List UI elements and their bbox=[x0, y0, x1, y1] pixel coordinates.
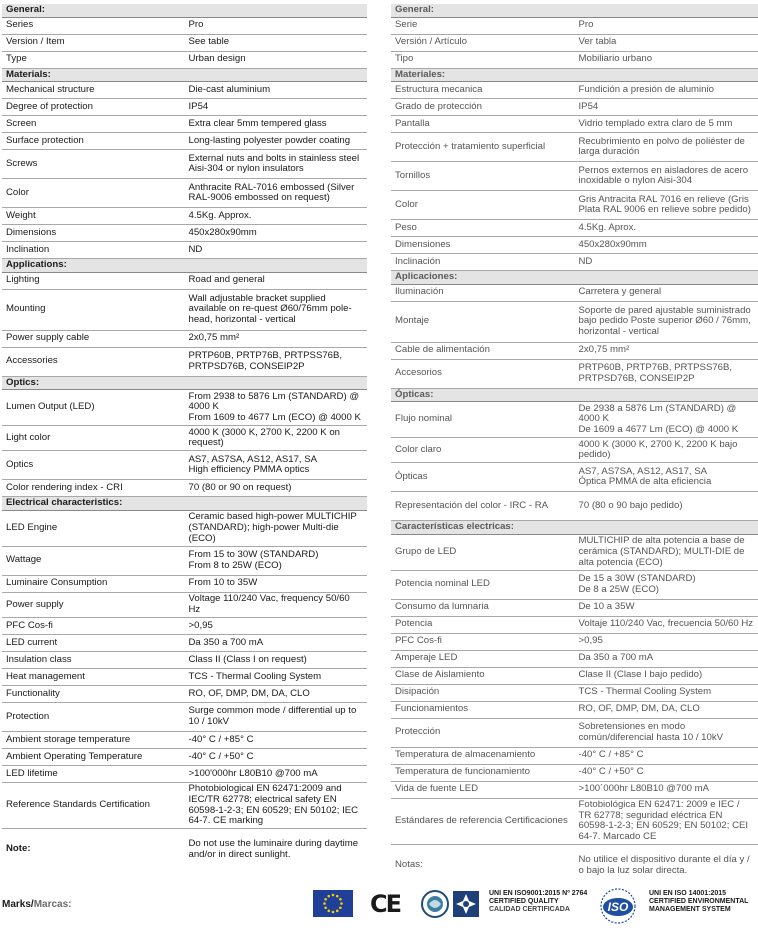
spec-label: LED lifetime bbox=[2, 765, 185, 782]
marks-label-en: Marks/ bbox=[2, 899, 34, 910]
spec-label: Color claro bbox=[391, 438, 575, 463]
spec-row bbox=[391, 402, 758, 438]
spec-value: >100'000hr L80B10 @700 mA bbox=[185, 765, 368, 782]
spec-label: Temperatura de almacenamiento bbox=[391, 747, 575, 764]
spec-label: Accessories bbox=[2, 347, 185, 376]
spec-row bbox=[391, 633, 758, 650]
spec-table bbox=[2, 4, 367, 870]
quality-certification-text bbox=[489, 890, 587, 915]
spec-label: Inclinación bbox=[391, 254, 575, 271]
spec-row bbox=[2, 651, 367, 668]
spec-value: Pro bbox=[575, 17, 758, 34]
iso-logo-icon bbox=[598, 887, 638, 925]
iqnet-certification-icon bbox=[420, 888, 480, 920]
spec-row bbox=[391, 764, 758, 781]
spec-value: See table bbox=[185, 34, 368, 51]
section-header bbox=[391, 521, 758, 535]
spec-label: Iluminación bbox=[391, 284, 575, 301]
spec-row bbox=[2, 150, 367, 179]
spec-value: Long-lasting polyester powder coating bbox=[185, 133, 368, 150]
marks-label-es: Marcas: bbox=[33, 899, 72, 910]
section-title: Applications: bbox=[2, 259, 367, 273]
spec-value: 450x280x90mm bbox=[185, 225, 368, 242]
spec-value: Carretera y general bbox=[575, 284, 758, 301]
eu-star-icon bbox=[340, 902, 343, 905]
spec-row bbox=[391, 17, 758, 34]
spec-row bbox=[391, 534, 758, 570]
spec-value: Photobiological EN 62471:2009 and IEC/TR 62778; electrical safety EN 60598-1-2-3; EN 60529; EN 50102; IEC 64-7. CE marking bbox=[185, 782, 368, 828]
spec-value: Da 350 a 700 mA bbox=[185, 634, 368, 651]
spec-row bbox=[391, 51, 758, 68]
spec-row bbox=[2, 782, 367, 828]
spec-value: >100´000hr L80B10 @700 mA bbox=[575, 781, 758, 798]
spec-label: PFC Cos-fi bbox=[391, 633, 575, 650]
spec-value: RO, OF, DMP, DM, DA, CLO bbox=[185, 685, 368, 702]
spec-row bbox=[391, 701, 758, 718]
section-header bbox=[391, 4, 758, 17]
spec-row bbox=[2, 546, 367, 575]
spec-value: 70 (80 o 90 bajo pedido) bbox=[575, 492, 758, 521]
spec-row bbox=[2, 179, 367, 208]
spec-row bbox=[391, 342, 758, 359]
spec-label: Estructura mecanica bbox=[391, 82, 575, 99]
spec-label: Dimensiones bbox=[391, 237, 575, 254]
section-title: General: bbox=[391, 4, 758, 17]
eu-star-icon bbox=[339, 906, 342, 909]
section-header bbox=[391, 388, 758, 402]
spec-value: 4000 K (3000 K, 2700 K, 2200 K bajo pedido) bbox=[575, 438, 758, 463]
spec-value: Pernos externos en aisladores de acero inoxidable o nylon Aisi-304 bbox=[575, 162, 758, 191]
section-header bbox=[2, 259, 367, 273]
spec-row bbox=[391, 99, 758, 116]
spec-label: Disipación bbox=[391, 684, 575, 701]
eu-star-icon bbox=[327, 910, 330, 913]
spec-row bbox=[391, 667, 758, 684]
spec-value: From 15 to 30W (STANDARD) From 8 to 25W (ECO) bbox=[185, 546, 368, 575]
eu-star-icon bbox=[336, 910, 339, 913]
ce-mark-icon: CE bbox=[370, 890, 401, 918]
spec-value: Pro bbox=[185, 17, 368, 34]
spec-value: Anthracite RAL-7016 embossed (Silver RAL-9006 embossed on request) bbox=[185, 179, 368, 208]
spec-table-english bbox=[2, 4, 367, 870]
spec-value: De 2938 a 5876 Lm (STANDARD) @ 4000 K De 1609 a 4677 Lm (ECO) @ 4000 K bbox=[575, 402, 758, 438]
section-title: Características electricas: bbox=[391, 521, 758, 535]
quality-line-3: CALIDAD CERTIFICADA bbox=[489, 906, 570, 914]
spec-row bbox=[2, 702, 367, 731]
spec-label: Power supply bbox=[2, 592, 185, 617]
spec-value: PRTP60B, PRTP76B, PRTPSS76B, PRTPSD76B, CONSEIP2P bbox=[185, 347, 368, 376]
spec-label: Temperatura de funcionamiento bbox=[391, 764, 575, 781]
spec-value: 4000 K (3000 K, 2700 K, 2200 K on request) bbox=[185, 426, 368, 451]
spec-row bbox=[391, 133, 758, 162]
spec-row bbox=[2, 116, 367, 133]
section-title: Electrical characteristics: bbox=[2, 497, 367, 511]
note-label: Notas: bbox=[395, 859, 423, 871]
eu-star-icon bbox=[324, 898, 327, 901]
spec-value: Urban design bbox=[185, 51, 368, 68]
spec-label: Consumo da lumnaria bbox=[391, 599, 575, 616]
spec-label: Serie bbox=[391, 17, 575, 34]
spec-label: Montaje bbox=[391, 301, 575, 342]
spec-label: Functionality bbox=[2, 685, 185, 702]
spec-row bbox=[391, 191, 758, 220]
spec-value: MULTICHIP de alta potencia a base de cerámica (STANDARD); MULTI-DIE de alta potencia (ECO) bbox=[575, 534, 758, 570]
spec-value: AS7, AS7SA, AS12, AS17, SA High efficiency PMMA optics bbox=[185, 451, 368, 480]
spec-table bbox=[391, 4, 758, 886]
certification-marks bbox=[0, 884, 758, 929]
spec-row bbox=[2, 34, 367, 51]
section-title: Materiales: bbox=[391, 68, 758, 82]
spec-label: Dimensions bbox=[2, 225, 185, 242]
spec-label: Heat management bbox=[2, 668, 185, 685]
spec-row bbox=[2, 765, 367, 782]
spec-label: Type bbox=[2, 51, 185, 68]
spec-value: Fotobiológica EN 62471: 2009 e IEC / TR 62778; seguridad eléctrica EN 60598-1-2-3; EN 60529; EN 50102; CEI 64-7. Marcado CE bbox=[575, 798, 758, 844]
spec-label: Screws bbox=[2, 150, 185, 179]
quality-line-1: UNI EN ISO9001:2015 Nº 2764 bbox=[489, 890, 588, 897]
spec-row bbox=[391, 438, 758, 463]
spec-label: PFC Cos-fi bbox=[2, 617, 185, 634]
section-title: Materials: bbox=[2, 68, 367, 82]
spec-value: ND bbox=[575, 254, 758, 271]
spec-label: Surface protection bbox=[2, 133, 185, 150]
spec-label: Clase de Aislamiento bbox=[391, 667, 575, 684]
spec-value: De 10 a 35W bbox=[575, 599, 758, 616]
spec-label: Weight bbox=[2, 208, 185, 225]
spec-row bbox=[2, 82, 367, 99]
spec-value: IP54 bbox=[575, 99, 758, 116]
spec-value: Class II (Class I on request) bbox=[185, 651, 368, 668]
spec-row bbox=[391, 116, 758, 133]
spec-label: Vida de fuente LED bbox=[391, 781, 575, 798]
spec-label: Pantalla bbox=[391, 116, 575, 133]
spec-label: Mounting bbox=[2, 289, 185, 330]
spec-row bbox=[2, 390, 367, 426]
spec-label: Inclination bbox=[2, 242, 185, 259]
spec-row bbox=[391, 781, 758, 798]
spec-label: Insulation class bbox=[2, 651, 185, 668]
spec-row bbox=[391, 254, 758, 271]
spec-value: Ceramic based high-power MULTICHIP (STANDARD); high-power Multi-die (ECO) bbox=[185, 510, 368, 546]
spec-row bbox=[2, 289, 367, 330]
spec-row bbox=[2, 668, 367, 685]
spec-value: From 10 to 35W bbox=[185, 575, 368, 592]
spec-label: Tipo bbox=[391, 51, 575, 68]
spec-row bbox=[391, 237, 758, 254]
spec-row bbox=[2, 480, 367, 497]
spec-label: Lumen Output (LED) bbox=[2, 390, 185, 426]
spec-label: Ambient storage temperature bbox=[2, 731, 185, 748]
spec-value: IP54 bbox=[185, 99, 368, 116]
spec-label: Tornillos bbox=[391, 162, 575, 191]
section-title: Aplicaciones: bbox=[391, 271, 758, 285]
section-header bbox=[2, 4, 367, 17]
spec-row bbox=[2, 634, 367, 651]
spec-label: Color rendering index - CRI bbox=[2, 480, 185, 497]
spec-row bbox=[2, 133, 367, 150]
spec-row bbox=[2, 592, 367, 617]
eu-star-icon bbox=[336, 895, 339, 898]
section-header bbox=[391, 271, 758, 285]
eu-star-icon bbox=[323, 902, 326, 905]
spec-value: Soporte de pared ajustable suministrado bajo pedido Poste superior Ø60 / 76mm, horizontal - vertical bbox=[575, 301, 758, 342]
spec-label: Peso bbox=[391, 220, 575, 237]
spec-row bbox=[2, 510, 367, 546]
spec-value: De 15 a 30W (STANDARD) De 8 a 25W (ECO) bbox=[575, 570, 758, 599]
spec-label: Estándares de referencia Certificaciones bbox=[391, 798, 575, 844]
spec-row bbox=[2, 99, 367, 116]
spec-label: Ópticas bbox=[391, 463, 575, 492]
spec-row bbox=[391, 599, 758, 616]
spec-label: Version / Item bbox=[2, 34, 185, 51]
spec-label: Protection bbox=[2, 702, 185, 731]
spec-label: Luminaire Consumption bbox=[2, 575, 185, 592]
eu-star-icon bbox=[327, 895, 330, 898]
spec-value: Voltage 110/240 Vac, frequency 50/60 Hz bbox=[185, 592, 368, 617]
section-title: Ópticas: bbox=[391, 388, 758, 402]
spec-row bbox=[2, 225, 367, 242]
spec-row bbox=[2, 685, 367, 702]
spec-value: -40° C / +50° C bbox=[185, 748, 368, 765]
spec-value: Recubrimiento en polvo de poliéster de larga duración bbox=[575, 133, 758, 162]
spec-label: Flujo nominal bbox=[391, 402, 575, 438]
spec-label: Grado de protección bbox=[391, 99, 575, 116]
section-header bbox=[2, 376, 367, 390]
spec-value: 2x0,75 mm² bbox=[185, 330, 368, 347]
spec-value: From 2938 to 5876 Lm (STANDARD) @ 4000 K From 1609 to 4677 Lm (ECO) @ 4000 K bbox=[185, 390, 368, 426]
environmental-certification-text bbox=[649, 890, 748, 915]
spec-label: Potencia nominal LED bbox=[391, 570, 575, 599]
spec-label: LED Engine bbox=[2, 510, 185, 546]
spec-row bbox=[391, 284, 758, 301]
spec-value: Fundición a presión de aluminio bbox=[575, 82, 758, 99]
env-line-3: MANAGEMENT SYSTEM bbox=[649, 906, 731, 914]
spec-value: 2x0,75 mm² bbox=[575, 342, 758, 359]
spec-label: Funcionamientos bbox=[391, 701, 575, 718]
spec-label: Amperaje LED bbox=[391, 650, 575, 667]
spec-row bbox=[391, 162, 758, 191]
spec-value: AS7, AS7SA, AS12, AS17, SA Óptica PMMA de alta eficiencia bbox=[575, 463, 758, 492]
spec-value: 450x280x90mm bbox=[575, 237, 758, 254]
spec-row bbox=[391, 492, 758, 521]
spec-row bbox=[391, 570, 758, 599]
spec-value: >0,95 bbox=[185, 617, 368, 634]
spec-value: Surge common mode / differential up to 10 / 10kV bbox=[185, 702, 368, 731]
spec-row bbox=[391, 747, 758, 764]
spec-row bbox=[2, 575, 367, 592]
section-title: Optics: bbox=[2, 376, 367, 390]
spec-value: -40° C / +85° C bbox=[575, 747, 758, 764]
spec-label: Light color bbox=[2, 426, 185, 451]
spec-value: Extra clear 5mm tempered glass bbox=[185, 116, 368, 133]
spec-value: Gris Antracita RAL 7016 en relieve (Gris Plata RAL 9006 en relieve sobre pedido) bbox=[575, 191, 758, 220]
spec-label: Versión / Artículo bbox=[391, 34, 575, 51]
spec-label: Degree of protection bbox=[2, 99, 185, 116]
spec-value: ND bbox=[185, 242, 368, 259]
spec-label: Potencia bbox=[391, 616, 575, 633]
spec-value: Clase II (Clase I bajo pedido) bbox=[575, 667, 758, 684]
env-line-1: UNI EN ISO 14001:2015 bbox=[649, 890, 727, 897]
eu-star-icon bbox=[332, 894, 335, 897]
spec-label: Protección bbox=[391, 718, 575, 747]
note-value: No utilice el dispositivo durante el día y / o bajo la luz solar directa. bbox=[578, 854, 750, 876]
spec-value: Mobiliario urbano bbox=[575, 51, 758, 68]
spec-value: Da 350 a 700 mA bbox=[575, 650, 758, 667]
section-header bbox=[391, 68, 758, 82]
spec-value: Die-cast aluminium bbox=[185, 82, 368, 99]
spec-row bbox=[391, 718, 758, 747]
iso-text: ISO bbox=[607, 900, 629, 914]
spec-row bbox=[2, 330, 367, 347]
spec-label: Accesorios bbox=[391, 359, 575, 388]
eu-star-icon bbox=[339, 898, 342, 901]
spec-row bbox=[391, 34, 758, 51]
marks-label bbox=[2, 899, 72, 910]
spec-label: Cable de alimentación bbox=[391, 342, 575, 359]
note-row bbox=[2, 829, 367, 871]
spec-value: Sobretensiones en modo común/diferencial hasta 10 / 10kV bbox=[575, 718, 758, 747]
spec-row bbox=[2, 242, 367, 259]
spec-label: Series bbox=[2, 17, 185, 34]
spec-row bbox=[2, 426, 367, 451]
spec-label: Screen bbox=[2, 116, 185, 133]
spec-row bbox=[2, 208, 367, 225]
spec-value: Ver tabla bbox=[575, 34, 758, 51]
spec-label: Reference Standards Certification bbox=[2, 782, 185, 828]
spec-value: 4.5Kg. Approx. bbox=[185, 208, 368, 225]
spec-label: LED current bbox=[2, 634, 185, 651]
spec-value: TCS - Thermal Cooling System bbox=[185, 668, 368, 685]
spec-value: Voltaje 110/240 Vac, frecuencia 50/60 Hz bbox=[575, 616, 758, 633]
spec-value: 4.5Kg. Aprox. bbox=[575, 220, 758, 237]
spec-value: >0,95 bbox=[575, 633, 758, 650]
spec-row bbox=[2, 731, 367, 748]
spec-label: Protección + tratamiento superficial bbox=[391, 133, 575, 162]
spec-row bbox=[391, 650, 758, 667]
spec-value: Vidrio templado extra claro de 5 mm bbox=[575, 116, 758, 133]
spec-row bbox=[391, 82, 758, 99]
spec-row bbox=[2, 617, 367, 634]
spec-row bbox=[391, 220, 758, 237]
spec-value: -40° C / +85° C bbox=[185, 731, 368, 748]
spec-value: -40° C / +50° C bbox=[575, 764, 758, 781]
spec-label: Power supply cable bbox=[2, 330, 185, 347]
spec-label: Representación del color - IRC - RA bbox=[391, 492, 575, 521]
note-label: Note: bbox=[6, 843, 31, 855]
spec-row bbox=[391, 684, 758, 701]
spec-label: Color bbox=[391, 191, 575, 220]
spec-row bbox=[2, 451, 367, 480]
section-header bbox=[2, 68, 367, 82]
section-header bbox=[2, 497, 367, 511]
quality-line-2: CERTIFIED QUALITY bbox=[489, 898, 559, 906]
spec-row bbox=[2, 748, 367, 765]
spec-label: Ambient Operating Temperature bbox=[2, 748, 185, 765]
spec-label: Wattage bbox=[2, 546, 185, 575]
env-line-2: CERTIFIED ENVIRONMENTAL bbox=[649, 898, 749, 906]
spec-row bbox=[2, 347, 367, 376]
spec-value: TCS - Thermal Cooling System bbox=[575, 684, 758, 701]
spec-row bbox=[2, 272, 367, 289]
spec-row bbox=[391, 301, 758, 342]
spec-value: Road and general bbox=[185, 272, 368, 289]
spec-label: Lighting bbox=[2, 272, 185, 289]
spec-row bbox=[391, 616, 758, 633]
note-row bbox=[391, 845, 758, 887]
spec-label: Color bbox=[2, 179, 185, 208]
spec-value: RO, OF, DMP, DM, DA, CLO bbox=[575, 701, 758, 718]
section-title: General: bbox=[2, 4, 367, 17]
spec-row bbox=[391, 463, 758, 492]
spec-value: External nuts and bolts in stainless steel Aisi-304 or nylon insulators bbox=[185, 150, 368, 179]
spec-label: Grupo de LED bbox=[391, 534, 575, 570]
eu-flag-icon bbox=[313, 890, 353, 917]
spec-row bbox=[391, 798, 758, 844]
spec-value: 70 (80 or 90 on request) bbox=[185, 480, 368, 497]
spec-value: Wall adjustable bracket supplied available on re-quest Ø60/76mm pole-head, horizontal - vertical bbox=[185, 289, 368, 330]
note-value: Do not use the luminaire during daytime and/or in direct sunlight. bbox=[188, 838, 359, 860]
eu-star-icon bbox=[332, 911, 335, 914]
spec-label: Optics bbox=[2, 451, 185, 480]
spec-row bbox=[2, 17, 367, 34]
spec-row bbox=[2, 51, 367, 68]
spec-value: PRTP60B, PRTP76B, PRTPSS76B, PRTPSD76B, CONSEIP2P bbox=[575, 359, 758, 388]
spec-table-spanish bbox=[391, 4, 758, 886]
eu-star-icon bbox=[324, 906, 327, 909]
spec-row bbox=[391, 359, 758, 388]
spec-label: Mechanical structure bbox=[2, 82, 185, 99]
